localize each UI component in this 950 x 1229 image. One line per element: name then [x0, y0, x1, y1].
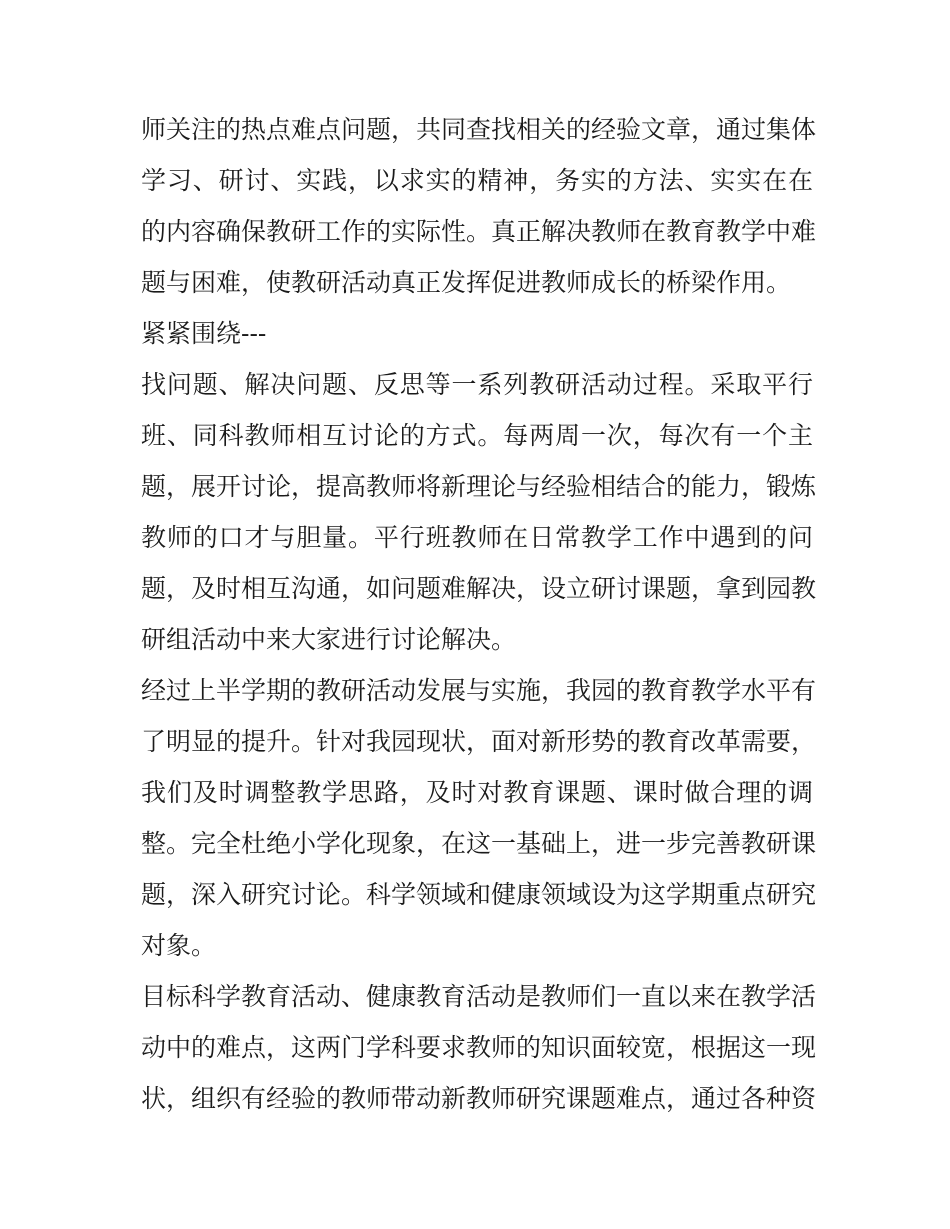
text-line-8: 题，展开讨论，提高教师将新理论与经验相结合的能力，锻炼: [141, 472, 817, 501]
text-line-6: 找问题、解决问题、反思等一系列教研活动过程。采取平行: [141, 370, 813, 399]
text-line-14: 我们及时调整教学思路，及时对教育课题、课时做合理的调: [141, 778, 813, 807]
text-line-20: 状，组织有经验的教师带动新教师研究课题难点，通过各种资: [141, 1084, 817, 1113]
text-line-11: 研组活动中来大家进行讨论解决。: [141, 625, 517, 654]
text-line-15: 整。完全杜绝小学化现象，在这一基础上，进一步完善教研课: [141, 829, 817, 858]
text-line-4: 题与困难，使教研活动真正发挥促进教师成长的桥梁作用。: [141, 268, 792, 297]
text-line-5: 紧紧围绕---: [141, 319, 267, 348]
text-line-10: 题，及时相互沟通，如问题难解决，设立研讨课题，拿到园教: [141, 574, 817, 603]
text-line-3: 的内容确保教研工作的实际性。真正解决教师在教育教学中难: [141, 217, 817, 246]
text-line-12: 经过上半学期的教研活动发展与实施，我园的教育教学水平有: [141, 676, 817, 705]
text-line-2: 学习、研讨、实践，以求实的精神，务实的方法、实实在在: [141, 166, 813, 195]
text-line-16: 题，深入研究讨论。科学领域和健康领域设为这学期重点研究: [141, 880, 817, 909]
text-line-7: 班、同科教师相互讨论的方式。每两周一次，每次有一个主: [141, 421, 813, 450]
text-line-13: 了明显的提升。针对我园现状，面对新形势的教育改革需要，: [141, 727, 817, 756]
text-line-19: 动中的难点，这两门学科要求教师的知识面较宽，根据这一现: [141, 1033, 817, 1062]
document-body: [141, 104, 817, 1124]
text-line-17: 对象。: [141, 931, 217, 960]
text-line-18: 目标科学教育活动、健康教育活动是教师们一直以来在教学活: [141, 982, 817, 1011]
text-line-1: 师关注的热点难点问题，共同查找相关的经验文章，通过集体: [141, 115, 817, 144]
text-line-9: 教师的口才与胆量。平行班教师在日常教学工作中遇到的问: [141, 523, 813, 552]
